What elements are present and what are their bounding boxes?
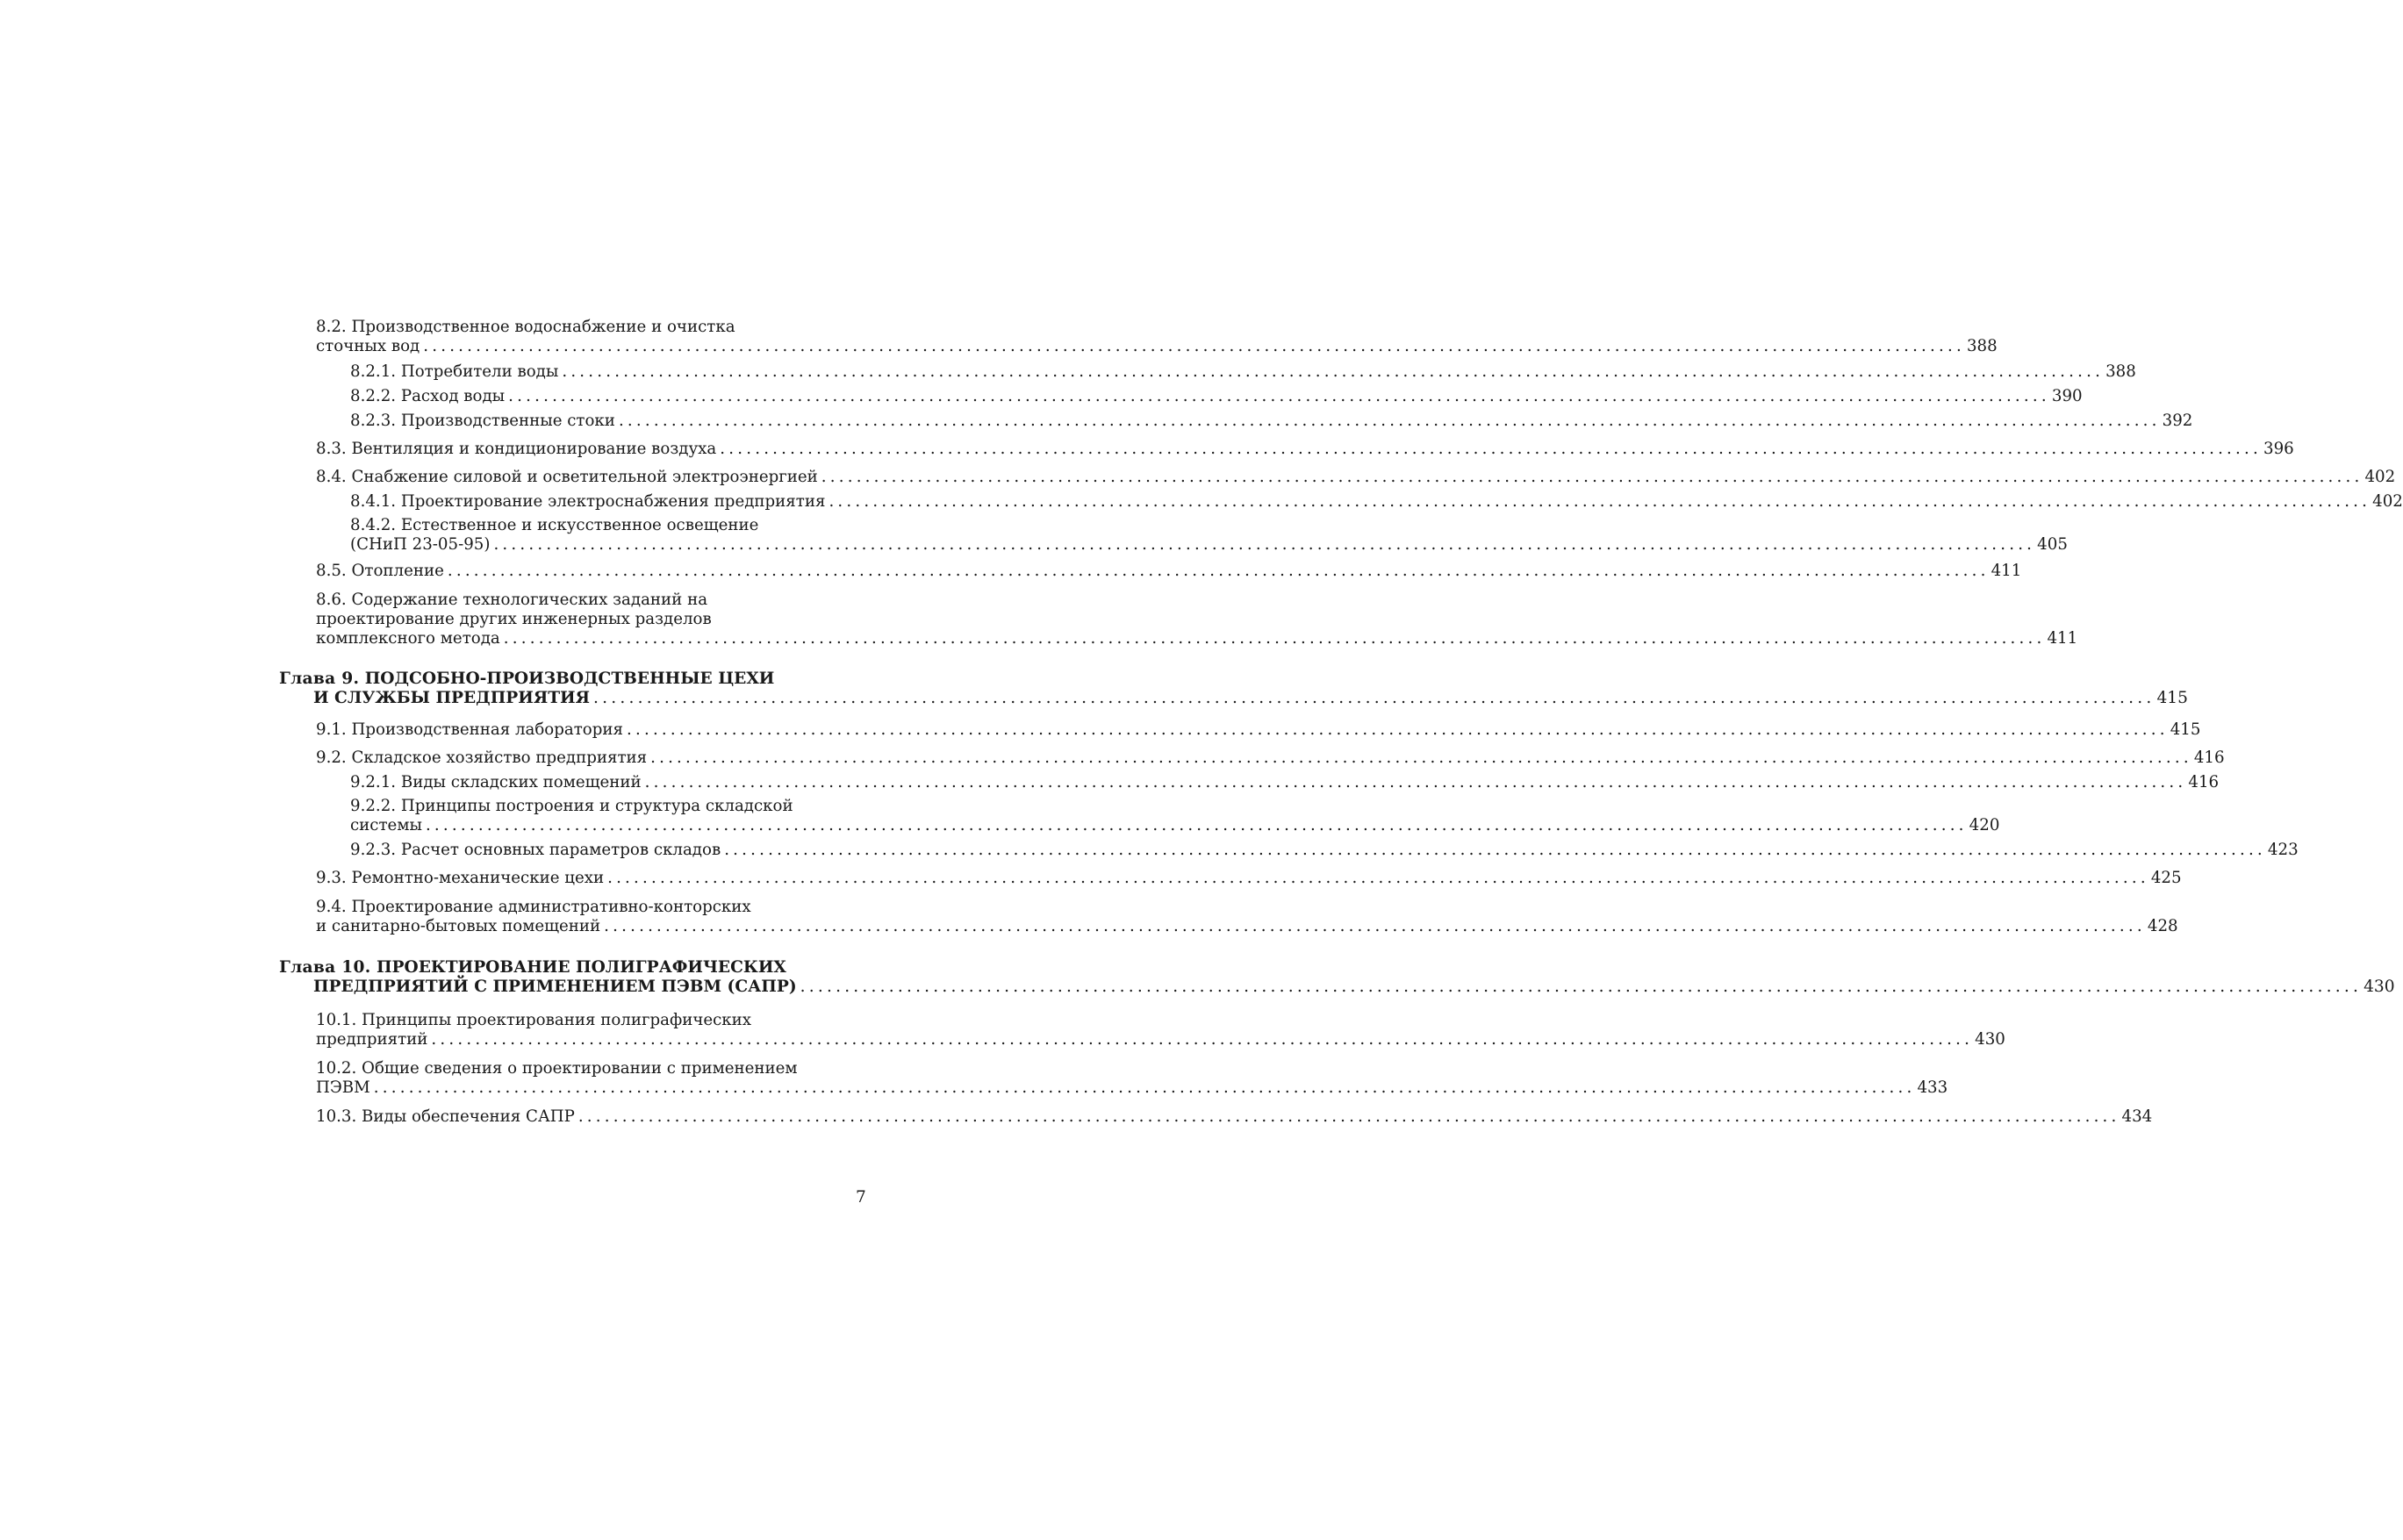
toc-entry-8-3[interactable] — [281, 440, 2294, 459]
toc-entry-title-cont: сточных вод — [316, 337, 420, 355]
leader-dots — [423, 337, 1965, 356]
leader-dots — [619, 412, 2161, 431]
leader-dots — [593, 689, 2155, 708]
leader-dots — [821, 468, 2364, 487]
leader-dots — [828, 492, 2371, 512]
toc-page-number: 416 — [2188, 773, 2220, 791]
leader-dots — [724, 841, 2266, 860]
toc-entry-10-1[interactable] — [281, 1011, 2005, 1049]
toc-page-number: 434 — [2121, 1107, 2153, 1126]
toc-entry-8-6[interactable] — [281, 591, 2078, 648]
leader-dots — [627, 720, 2169, 740]
toc-entry-10-2[interactable] — [281, 1059, 1948, 1098]
toc-page-number: 423 — [2267, 841, 2299, 859]
toc-entry-9-1[interactable] — [281, 720, 2201, 740]
toc-page-number: 392 — [2162, 412, 2193, 430]
leader-dots — [504, 629, 2046, 648]
leader-dots — [578, 1107, 2120, 1127]
leader-dots — [426, 816, 1968, 835]
toc-entry-title: 10.2. Общие сведения о проектировании с применением — [316, 1059, 798, 1078]
toc-entry-title: 10.3. Виды обеспечения САПР — [316, 1107, 575, 1126]
toc-entry-8-2[interactable] — [281, 318, 1998, 356]
toc-entry-title-cont: системы — [350, 816, 422, 834]
toc-entry-8-2-2[interactable] — [281, 387, 2083, 406]
toc-entry-9-2[interactable] — [281, 749, 2225, 768]
toc-entry-title: 8.2.3. Производственные стоки — [350, 412, 615, 430]
table-of-contents — [279, 318, 2403, 1127]
leader-dots — [448, 562, 1990, 581]
leader-dots — [650, 749, 2192, 768]
toc-page-number: 420 — [1969, 816, 2000, 834]
toc-page-number: 388 — [1966, 337, 1998, 355]
leader-dots — [604, 917, 2146, 936]
leader-dots — [562, 362, 2104, 382]
toc-entry-title: 9.2.1. Виды складских помещений — [350, 773, 642, 791]
toc-page-number: 402 — [2372, 492, 2403, 511]
toc-page-number: 415 — [2170, 720, 2201, 739]
page-number: 7 — [856, 1188, 866, 1207]
toc-entry-title: 9.2. Складское хозяйство предприятия — [316, 749, 648, 767]
leader-dots — [645, 773, 2187, 792]
toc-page-number: 430 — [2364, 978, 2395, 996]
toc-entry-title: 8.4. Снабжение силовой и осветительной электроэнергией — [316, 468, 818, 486]
chapter-label: Глава 10. — [279, 958, 371, 977]
toc-entry-title: 8.2.2. Расход воды — [350, 387, 506, 405]
toc-entry-title: 9.4. Проектирование административно-конторских — [316, 898, 751, 916]
toc-chapter-10[interactable] — [279, 958, 2395, 997]
toc-entry-10-3[interactable] — [281, 1107, 2153, 1127]
chapter-title-cont: ПРЕДПРИЯТИЙ С ПРИМЕНЕНИЕМ ПЭВМ (САПР) — [313, 978, 797, 996]
toc-page-number: 428 — [2147, 917, 2178, 935]
toc-entry-8-2-3[interactable] — [281, 412, 2193, 431]
leader-dots — [431, 1030, 1973, 1049]
toc-entry-8-4-2[interactable] — [281, 516, 2068, 555]
toc-entry-title: 8.5. Отопление — [316, 562, 444, 580]
toc-page-number: 411 — [2047, 629, 2078, 648]
toc-entry-9-3[interactable] — [281, 869, 2182, 888]
toc-page-number: 390 — [2051, 387, 2083, 405]
toc-page-number: 396 — [2263, 440, 2294, 458]
chapter-label: Глава 9. — [279, 670, 360, 688]
toc-entry-title: 9.2.3. Расчет основных параметров складов — [350, 841, 721, 859]
toc-entry-9-2-1[interactable] — [281, 773, 2220, 792]
toc-page-number: 415 — [2156, 689, 2188, 707]
toc-entry-title: 8.6. Содержание технологических заданий на — [316, 591, 708, 609]
toc-entry-8-4-1[interactable] — [281, 492, 2403, 512]
toc-page-number: 405 — [2037, 535, 2068, 554]
toc-entry-title: 9.1. Производственная лаборатория — [316, 720, 623, 739]
toc-entry-9-4[interactable] — [281, 898, 2178, 936]
toc-entry-8-2-1[interactable] — [281, 362, 2136, 382]
toc-entry-title-cont: проектирование других инженерных разделов — [316, 610, 712, 628]
toc-entry-title: 9.2.2. Принципы построения и структура складской — [350, 797, 793, 815]
toc-entry-8-5[interactable] — [281, 562, 2022, 581]
toc-entry-title: 10.1. Принципы проектирования полиграфических — [316, 1011, 752, 1029]
toc-page-number: 425 — [2150, 869, 2182, 887]
toc-entry-title: 8.2.1. Потребители воды — [350, 362, 559, 381]
chapter-title: ПРОЕКТИРОВАНИЕ ПОЛИГРАФИЧЕСКИХ — [376, 958, 786, 977]
toc-entry-title-cont: предприятий — [316, 1030, 428, 1049]
chapter-title: ПОДСОБНО-ПРОИЗВОДСТВЕННЫЕ ЦЕХИ — [364, 670, 775, 688]
toc-entry-title: 8.2. Производственное водоснабжение и очистка — [316, 318, 735, 336]
toc-page-number: 416 — [2193, 749, 2225, 767]
toc-page-number: 388 — [2105, 362, 2136, 381]
toc-page-number: 430 — [1975, 1030, 2005, 1049]
leader-dots — [720, 440, 2262, 459]
toc-page-number: 411 — [1991, 562, 2022, 580]
toc-entry-title: 8.4.2. Естественное и искусственное освещение — [350, 516, 759, 534]
toc-entry-title-cont: комплексного метода — [316, 629, 500, 648]
leader-dots — [374, 1078, 1916, 1098]
leader-dots — [508, 387, 2050, 406]
leader-dots — [607, 869, 2149, 888]
chapter-title-cont: И СЛУЖБЫ ПРЕДПРИЯТИЯ — [313, 689, 591, 707]
toc-entry-title-cont: (СНиП 23-05-95) — [350, 535, 491, 554]
toc-entry-title-cont: и санитарно-бытовых помещений — [316, 917, 601, 935]
toc-page-number: 433 — [1917, 1078, 1948, 1097]
toc-entry-title: 8.4.1. Проектирование электроснабжения предприятия — [350, 492, 826, 511]
toc-entry-title-cont: ПЭВМ — [316, 1078, 370, 1097]
toc-entry-9-2-2[interactable] — [281, 797, 2000, 835]
toc-entry-title: 9.3. Ремонтно-механические цехи — [316, 869, 605, 887]
toc-entry-8-4[interactable] — [281, 468, 2396, 487]
toc-entry-9-2-3[interactable] — [281, 841, 2299, 860]
toc-page-number: 402 — [2364, 468, 2396, 486]
toc-chapter-9[interactable] — [279, 670, 2188, 708]
toc-entry-title: 8.3. Вентиляция и кондиционирование воздуха — [316, 440, 717, 458]
leader-dots — [493, 535, 2035, 555]
leader-dots — [800, 978, 2362, 997]
